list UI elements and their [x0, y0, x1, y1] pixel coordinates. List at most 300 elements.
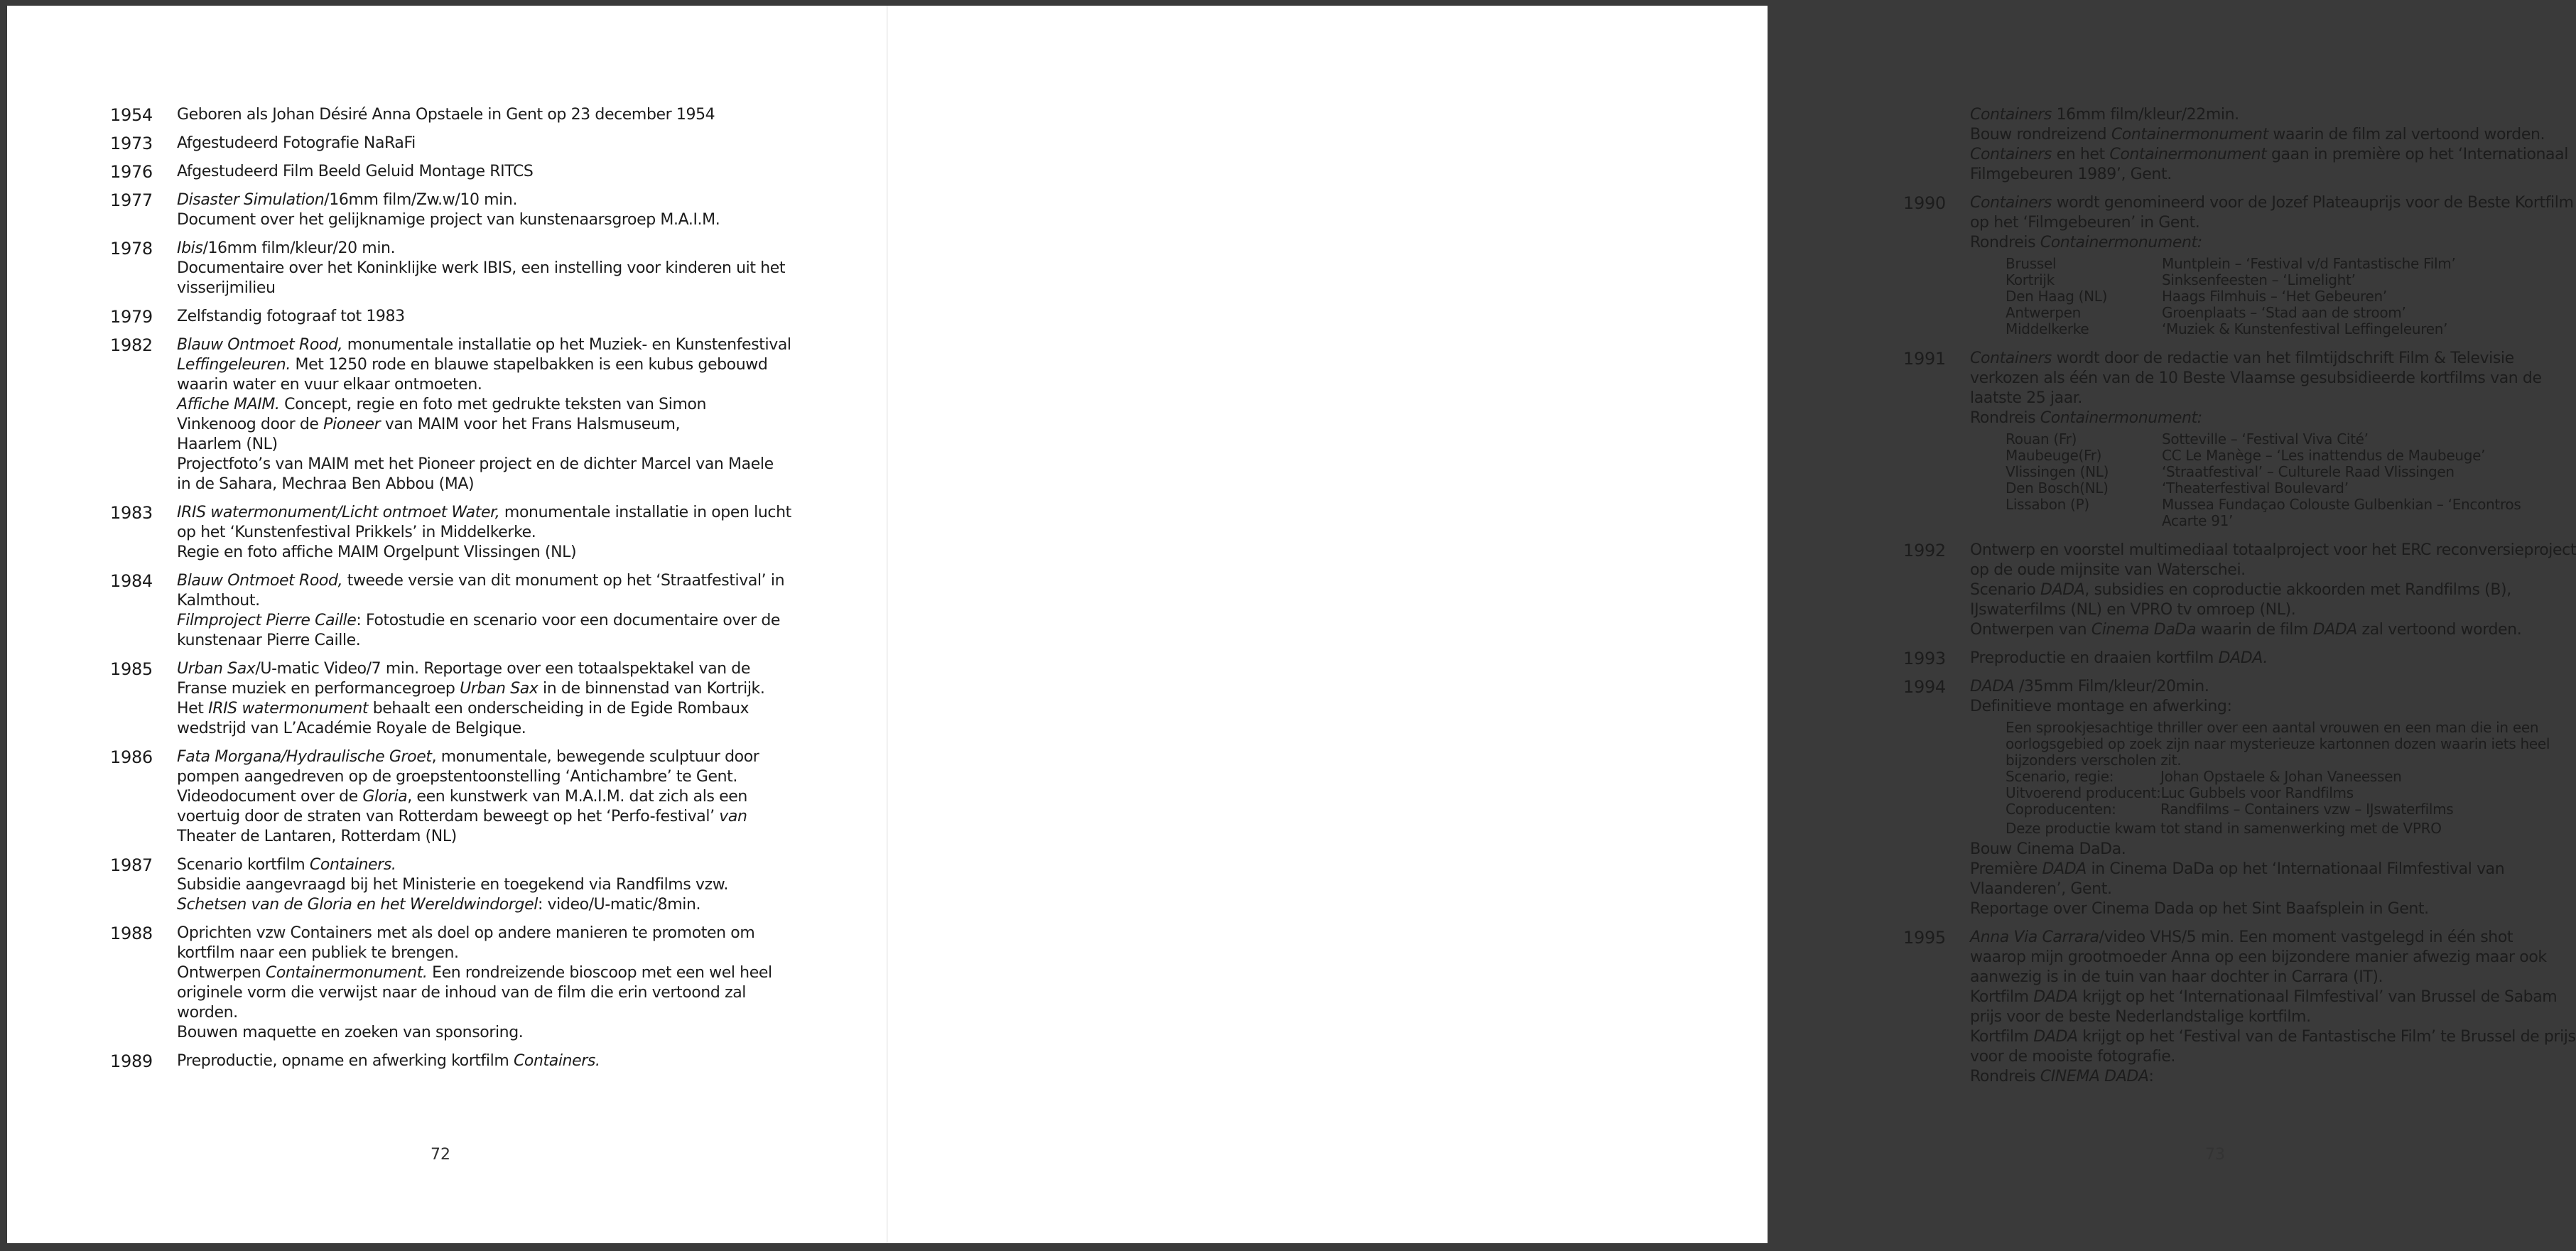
- text-line: [1970, 879, 2557, 899]
- text-line: [177, 719, 781, 739]
- text-line: [1970, 840, 2557, 860]
- text-line: [1970, 600, 2576, 620]
- text-run: Scenario kortfilm: [177, 856, 310, 874]
- text-run: Haarlem (NL): [177, 435, 278, 453]
- text-run: waarin water en vuur elkaar ontmoeten.: [177, 376, 482, 394]
- text-run: Concept, regie en foto met gedrukte teksten van Simon: [279, 396, 707, 413]
- timeline-entry: [110, 747, 781, 847]
- entry-body: [177, 659, 781, 739]
- text-run: waarin de film zal vertoond worden.: [2268, 126, 2545, 143]
- text-run: Rondreis: [1970, 409, 2040, 427]
- entry-year: 1987: [110, 855, 153, 875]
- venue-row: [2006, 480, 2557, 497]
- venue-city: Middelkerke: [2006, 320, 2089, 337]
- timeline-entry: [1903, 105, 2568, 185]
- entry-year: 1994: [1903, 677, 1946, 697]
- tour-venues: [2006, 256, 2574, 337]
- text-line: [177, 591, 784, 611]
- text-run: Filmgebeuren 1989’, Gent.: [1970, 166, 2172, 183]
- text-line: [1970, 389, 2557, 408]
- text-run: zal vertoond worden.: [2356, 621, 2522, 639]
- text-line: [177, 435, 791, 455]
- credit-role: Scenario, regie:: [2006, 768, 2114, 785]
- text-line: [1970, 105, 2568, 125]
- text-line: [177, 1023, 781, 1043]
- italic-title: Containers: [1970, 350, 2052, 367]
- film-description: Een sprookjesachtige thriller over een aantal vrouwen en een man die in een: [2006, 719, 2539, 736]
- text-line: [1970, 649, 2557, 668]
- text-run: tweede versie van dit monument op het ‘Straatfestival’ in: [347, 572, 785, 590]
- text-line: [1970, 213, 2574, 233]
- text-run: Een rondreizende bioscoop met een wel heel: [427, 964, 772, 982]
- text-line: [177, 190, 781, 210]
- timeline-entry: [110, 239, 786, 298]
- venue-city: Maubeuge(Fr): [2006, 447, 2102, 464]
- text-run: Document over het gelijknamige project van kunstenaarsgroep M.A.I.M.: [177, 211, 720, 229]
- text-line: [177, 631, 784, 651]
- text-run: Preproductie, opname en afwerking kortfilm: [177, 1052, 514, 1070]
- entry-year: 1976: [110, 162, 153, 182]
- text-line: [177, 503, 791, 523]
- italic-title: Blauw Ontmoet Rood,: [177, 572, 347, 590]
- venue-city: Lissabon (P): [2006, 496, 2089, 513]
- text-run: Rondreis: [1970, 234, 2040, 251]
- italic-title: IRIS watermonument/Licht ontmoet Water,: [177, 504, 500, 521]
- text-line: [1970, 193, 2574, 213]
- entry-year: 1984: [110, 571, 153, 591]
- text-line: [1970, 233, 2574, 253]
- timeline-entry: [110, 190, 781, 230]
- text-run: originele vorm die verwijst naar de inhoud van de film die erin vertoond zal: [177, 984, 747, 1002]
- entry-body: [177, 162, 781, 182]
- italic-title: Schetsen van de Gloria en het Wereldwindorgel: [177, 896, 538, 914]
- text-run: wedstrijd van L’Académie Royale de Belgique.: [177, 720, 526, 737]
- text-run: Première: [1970, 860, 2042, 878]
- venue-event: Acarte 91’: [2162, 512, 2234, 529]
- text-run: Theater de Lantaren, Rotterdam (NL): [177, 828, 457, 845]
- entry-year: 1983: [110, 503, 153, 523]
- text-run: op het ‘Kunstenfestival Prikkels’ in Middelkerke.: [177, 524, 536, 541]
- venue-event: ‘Straatfestival’ – Culturele Raad Vlissingen: [2162, 463, 2455, 480]
- venue-city: Brussel: [2006, 255, 2057, 272]
- entry-year: 1988: [110, 924, 153, 943]
- italic-title: Blauw Ontmoet Rood,: [177, 336, 343, 354]
- text-run: /U-matic Video/7 min. Reportage over een totaalspektakel van de: [255, 660, 751, 678]
- text-run: Geboren als Johan Désiré Anna Opstaele in Gent op 23 december 1954: [177, 106, 715, 124]
- text-run: Ontwerpen: [177, 964, 266, 982]
- venue-event: Groenplaats – ‘Stad aan de stroom’: [2162, 304, 2406, 321]
- left-page: [7, 6, 887, 1243]
- entry-body: [177, 335, 791, 494]
- text-run: Afgestudeerd Fotografie NaRaFi: [177, 134, 416, 152]
- credit-row: [2006, 785, 2557, 801]
- venue-row: [2006, 464, 2557, 480]
- text-run: waarop mijn grootmoeder Anna op een bijzondere manier afwezig maar ook: [1970, 948, 2547, 966]
- text-line: [177, 827, 781, 847]
- text-run: in de binnenstad van Kortrijk.: [538, 680, 765, 698]
- entry-year: 1989: [110, 1051, 153, 1071]
- text-line: [177, 963, 781, 983]
- text-line: [1970, 1067, 2576, 1087]
- entry-body: [177, 571, 784, 651]
- text-run: visserijmilieu: [177, 279, 276, 297]
- text-line: [177, 1003, 781, 1023]
- text-run: Ontwerp en voorstel multimediaal totaalproject voor het ERC reconversieproject: [1970, 541, 2576, 559]
- entry-body: [177, 924, 781, 1043]
- text-line: [177, 523, 791, 543]
- text-line: [177, 259, 785, 278]
- italic-title: DADA: [2042, 860, 2087, 878]
- venue-event: Sotteville – ‘Festival Viva Cité’: [2162, 430, 2369, 448]
- text-run: Documentaire over het Koninklijke werk IBIS, een instelling voor kinderen uit het: [177, 259, 786, 277]
- text-run: Regie en foto affiche MAIM Orgelpunt Vlissingen (NL): [177, 543, 577, 561]
- venue-row: [2006, 305, 2574, 321]
- italic-title: IRIS watermonument: [208, 700, 369, 717]
- text-line: [1970, 349, 2557, 369]
- entry-year: 1977: [110, 190, 153, 210]
- text-run: /16mm film/Zw.w/10 min.: [324, 191, 518, 209]
- text-run: Bouwen maquette en zoeken van sponsoring.: [177, 1024, 524, 1041]
- text-line: [177, 699, 781, 719]
- text-line: [177, 307, 781, 327]
- entry-year: 1978: [110, 239, 153, 259]
- page-number-right: 73: [2205, 1146, 2225, 1164]
- credit-name: Johan Opstaele & Johan Vaneessen: [2160, 768, 2402, 785]
- timeline-entry: [1903, 677, 2557, 919]
- film-description: bijzonders verscholen zit.: [2006, 752, 2182, 769]
- italic-title: Cinema DaDa: [2091, 621, 2197, 639]
- credit-row: [2006, 801, 2557, 818]
- text-run: Videodocument over de: [177, 788, 363, 806]
- text-line: [177, 659, 781, 679]
- text-line: [177, 278, 785, 298]
- text-line: [177, 543, 791, 563]
- page-number-left: 72: [431, 1146, 450, 1164]
- entry-year: 1991: [1903, 349, 1946, 369]
- timeline-entry: [110, 162, 781, 182]
- text-run: , een kunstwerk van M.A.I.M. dat zich als een: [407, 788, 747, 806]
- venue-city: Kortrijk: [2006, 271, 2055, 288]
- entry-body: [177, 190, 781, 230]
- text-line: [1970, 165, 2568, 185]
- text-run: Kortfilm: [1970, 988, 2034, 1006]
- entry-body: [177, 239, 785, 298]
- text-line: [177, 395, 791, 415]
- italic-title: Leffingeleuren.: [177, 356, 291, 374]
- venue-city: Antwerpen: [2006, 304, 2082, 321]
- italic-title: Containers.: [513, 1052, 600, 1070]
- entry-body: [177, 134, 781, 153]
- venue-event: CC Le Manège – ‘Les inattendus de Maubeuge’: [2162, 447, 2486, 464]
- entry-body: [1970, 649, 2557, 668]
- text-line: [1970, 948, 2576, 968]
- entry-year: 1982: [110, 335, 153, 355]
- venue-row: [2006, 272, 2574, 288]
- timeline-entry: [110, 105, 781, 125]
- entry-body: [177, 307, 781, 327]
- italic-title: Gloria: [362, 788, 408, 806]
- italic-title: Containermonument.: [265, 964, 428, 982]
- entry-year: 1995: [1903, 928, 1946, 948]
- text-run: Het: [177, 700, 209, 717]
- venue-row: [2006, 497, 2557, 513]
- timeline-entry: [1903, 193, 2574, 340]
- text-line: [1970, 145, 2568, 165]
- text-line: [1970, 1027, 2576, 1047]
- text-run: worden.: [177, 1004, 238, 1022]
- text-run: prijs voor de beste Nederlandstalige kortfilm.: [1970, 1008, 2311, 1026]
- italic-title: Urban Sax: [177, 660, 256, 678]
- italic-title: DADA: [2033, 988, 2078, 1006]
- text-run: Zelfstandig fotograaf tot 1983: [177, 308, 405, 325]
- timeline-entry: [1903, 349, 2557, 532]
- entry-body: [177, 855, 781, 915]
- text-run: :: [2148, 1068, 2154, 1085]
- venue-row: [2006, 431, 2557, 448]
- entry-year: 1993: [1903, 649, 1946, 668]
- italic-title: DADA.: [2218, 649, 2268, 667]
- text-run: krijgt op het ‘Festival van de Fantastische Film’ te Brussel de prijs: [2077, 1028, 2576, 1046]
- film-description: oorlogsgebied op zoek zijn naar mysterieuze kartonnen dozen waarin iets heel: [2006, 735, 2550, 752]
- text-line: [1970, 860, 2557, 879]
- credit-role: Coproducenten:: [2006, 801, 2116, 818]
- text-run: Bouw rondreizend: [1970, 126, 2111, 143]
- text-line: [1970, 1047, 2576, 1067]
- entry-body: [177, 503, 791, 563]
- italic-title: Containermonument: [2109, 146, 2267, 163]
- text-run: Franse muziek en performancegroep: [177, 680, 460, 698]
- text-run: monumentale installatie op het Muziek- en Kunstenfestival: [342, 336, 791, 354]
- text-run: /16mm film/kleur/20 min.: [202, 239, 396, 257]
- venue-event: ‘Theaterfestival Boulevard’: [2162, 480, 2349, 497]
- text-run: IJswaterfilms (NL) en VPRO tv omroep (NL).: [1970, 601, 2296, 619]
- text-line: [1970, 987, 2576, 1007]
- text-run: Kalmthout.: [177, 592, 260, 610]
- text-line: [1970, 968, 2576, 987]
- venue-city: Vlissingen (NL): [2006, 463, 2109, 480]
- venue-event: ‘Muziek & Kunstenfestival Leffingeleuren’: [2162, 320, 2448, 337]
- credit-role: Uitvoerend producent:: [2006, 784, 2161, 801]
- text-run: waarin de film: [2196, 621, 2313, 639]
- text-line: [177, 571, 784, 591]
- text-line: [177, 807, 781, 827]
- text-run: aanwezig is in de tuin van haar dochter in Carrara (IT).: [1970, 968, 2383, 986]
- timeline-entry: [110, 571, 785, 651]
- italic-title: DADA: [1970, 678, 2015, 695]
- text-run: wordt door de redactie van het filmtijdschrift Film & Televisie: [2051, 350, 2514, 367]
- text-run: monumentale installatie in open lucht: [499, 504, 791, 521]
- entry-body: [1970, 105, 2568, 185]
- text-line: [177, 335, 791, 355]
- italic-title: DADA: [2040, 581, 2085, 599]
- text-run: in Cinema DaDa op het ‘Internationaal Filmfestival van: [2086, 860, 2505, 878]
- text-line: [1970, 1007, 2576, 1027]
- text-run: : Fotostudie en scenario voor een documentaire over de: [356, 612, 781, 629]
- credit-name: Luc Gubbels voor Randfilms: [2160, 784, 2354, 801]
- text-run: pompen aangedreven op de groepstentoonstelling ‘Antichambre’ te Gent.: [177, 768, 737, 786]
- text-line: [1970, 560, 2576, 580]
- venue-event: Muntplein – ‘Festival v/d Fantastische Film’: [2162, 255, 2456, 272]
- text-line: [1970, 408, 2557, 428]
- venue-row: [2006, 321, 2574, 337]
- venue-city: Den Bosch(NL): [2006, 480, 2109, 497]
- entry-year: 1985: [110, 659, 153, 679]
- text-run: 16mm film/kleur/22min.: [2051, 106, 2239, 124]
- text-line: [177, 983, 781, 1003]
- text-line: [177, 210, 781, 230]
- italic-title: DADA: [2033, 1028, 2078, 1046]
- timeline-entry: [110, 924, 781, 1043]
- text-run: /35mm Film/kleur/20min.: [2014, 678, 2209, 695]
- left-entries: [110, 105, 791, 1080]
- book-spread: [7, 6, 2576, 1243]
- text-line: [1970, 125, 2568, 145]
- text-run: : video/U-matic/8min.: [537, 896, 701, 914]
- text-line: [1970, 928, 2576, 948]
- credit-row: [2006, 769, 2557, 785]
- italic-title: van: [719, 808, 747, 825]
- entry-year: 1986: [110, 747, 153, 767]
- entry-year: 1992: [1903, 541, 1946, 560]
- text-line: [177, 355, 791, 375]
- timeline-entry: [110, 307, 781, 327]
- text-line: [1970, 677, 2557, 697]
- text-line: [177, 787, 781, 807]
- credit-name: Randfilms – Containers vzw – IJswaterfilms: [2160, 801, 2454, 818]
- italic-title: Fata Morgana/Hydraulische Groet: [177, 748, 432, 766]
- entry-body: [1970, 677, 2557, 919]
- italic-title: Containers: [1970, 194, 2052, 212]
- entry-body: [177, 1051, 781, 1071]
- text-line: [1970, 899, 2557, 919]
- timeline-entry: [110, 1051, 781, 1071]
- text-run: Kortfilm: [1970, 1028, 2034, 1046]
- text-run: /video VHS/5 min. Een moment vastgelegd in één shot: [2099, 928, 2513, 946]
- text-run: , monumentale, bewegende sculptuur door: [431, 748, 759, 766]
- text-run: op het ‘Filmgebeuren’ in Gent.: [1970, 214, 2200, 232]
- entry-year: 1990: [1903, 193, 1946, 213]
- italic-title: Affiche MAIM.: [177, 396, 280, 413]
- text-run: Reportage over Cinema Dada op het Sint Baafsplein in Gent.: [1970, 900, 2429, 918]
- italic-title: CINEMA DADA: [2040, 1068, 2149, 1085]
- text-run: Scenario: [1970, 581, 2041, 599]
- text-run: Bouw Cinema DaDa.: [1970, 840, 2126, 858]
- text-run: op de oude mijnsite van Waterschei.: [1970, 561, 2246, 579]
- text-line: [177, 679, 781, 699]
- text-line: [177, 943, 781, 963]
- timeline-entry: [110, 335, 791, 494]
- entry-body: [1970, 349, 2557, 532]
- text-line: [1970, 369, 2557, 389]
- text-run: Oprichten vzw Containers met als doel op andere manieren te promoten om: [177, 924, 755, 942]
- text-line: [177, 105, 781, 125]
- italic-title: Urban Sax: [460, 680, 539, 698]
- venue-event: Sinksenfeesten – ‘Limelight’: [2162, 271, 2356, 288]
- venue-event: Haags Filmhuis – ‘Het Gebeuren’: [2162, 288, 2387, 305]
- text-run: laatste 25 jaar.: [1970, 389, 2082, 407]
- text-run: gaan in première op het ‘Internationaal: [2266, 146, 2568, 163]
- timeline-entry: [110, 659, 781, 739]
- entry-year: 1954: [110, 105, 153, 125]
- text-line: [177, 375, 791, 395]
- entry-body: [177, 105, 781, 125]
- italic-title: Containermonument:: [2040, 409, 2202, 427]
- italic-title: Filmproject Pierre Caille: [177, 612, 357, 629]
- text-line: [1970, 541, 2576, 560]
- text-line: [177, 875, 781, 895]
- venue-city: [2006, 513, 2162, 529]
- text-line: [177, 475, 791, 494]
- timeline-entry: [1903, 541, 2576, 640]
- text-run: verkozen als één van de 10 Beste Vlaamse gesubsidieerde kortfilms van de: [1970, 369, 2542, 387]
- venue-city: Den Haag (NL): [2006, 288, 2108, 305]
- text-run: krijgt op het ‘Internationaal Filmfestival’ van Brussel de Sabam: [2077, 988, 2558, 1006]
- text-run: Definitieve montage en afwerking:: [1970, 698, 2232, 715]
- italic-title: Pioneer: [323, 416, 381, 433]
- tour-venues: [2006, 431, 2557, 529]
- text-line: [177, 134, 781, 153]
- entry-body: [1970, 928, 2576, 1087]
- venue-row: [2006, 288, 2574, 305]
- right-page: [887, 6, 2576, 1243]
- italic-title: Disaster Simulation: [177, 191, 325, 209]
- text-run: en het: [2051, 146, 2110, 163]
- text-run: Projectfoto’s van MAIM met het Pioneer project en de dichter Marcel van Maele: [177, 455, 774, 473]
- text-line: [177, 239, 785, 259]
- italic-title: DADA: [2312, 621, 2357, 639]
- entry-body: [1970, 541, 2576, 640]
- text-run: kortfilm naar een publiek te brengen.: [177, 944, 459, 962]
- text-run: Afgestudeerd Film Beeld Geluid Montage RITCS: [177, 163, 534, 180]
- entry-body: [177, 747, 781, 847]
- entry-body: [1970, 193, 2574, 340]
- text-run: Preproductie en draaien kortfilm: [1970, 649, 2219, 667]
- entry-year: 1979: [110, 307, 153, 327]
- text-run: in de Sahara, Mechraa Ben Abbou (MA): [177, 475, 475, 493]
- text-run: van MAIM voor het Frans Halsmuseum,: [380, 416, 681, 433]
- text-line: [177, 855, 781, 875]
- italic-title: Containermonument:: [2040, 234, 2202, 251]
- text-run: , subsidies en coproductie akkoorden met Randfilms (B),: [2084, 581, 2511, 599]
- text-line: [1970, 580, 2576, 600]
- text-run: Subsidie aangevraagd bij het Ministerie en toegekend via Randfilms vzw.: [177, 876, 728, 894]
- text-run: wordt genomineerd voor de Jozef Plateauprijs voor de Beste Kortfilm: [2051, 194, 2574, 212]
- film-note: Deze productie kwam tot stand in samenwerking met de VPRO: [2006, 820, 2442, 837]
- timeline-entry: [110, 855, 781, 915]
- text-line: [1970, 697, 2557, 717]
- film-credits-block: [2006, 720, 2557, 837]
- text-run: Vinkenoog door de: [177, 416, 324, 433]
- venue-row: [2006, 448, 2557, 464]
- text-line: [177, 162, 781, 182]
- text-line: [177, 611, 784, 631]
- text-line: [1970, 620, 2576, 640]
- timeline-entry: [1903, 928, 2576, 1087]
- text-run: Rondreis: [1970, 1068, 2040, 1085]
- text-run: voor de mooiste fotografie.: [1970, 1048, 2175, 1066]
- text-run: voertuig door de straten van Rotterdam beweegt op het ‘Perfo-festival’: [177, 808, 720, 825]
- venue-row: [2006, 513, 2557, 529]
- text-run: Vlaanderen’, Gent.: [1970, 880, 2112, 898]
- text-line: [177, 747, 781, 767]
- venue-city: Rouan (Fr): [2006, 430, 2077, 448]
- text-run: Ontwerpen van: [1970, 621, 2091, 639]
- timeline-entry: [110, 503, 791, 563]
- timeline-entry: [110, 134, 781, 153]
- timeline-entry: [1903, 649, 2557, 668]
- italic-title: Containers.: [309, 856, 396, 874]
- text-line: [177, 455, 791, 475]
